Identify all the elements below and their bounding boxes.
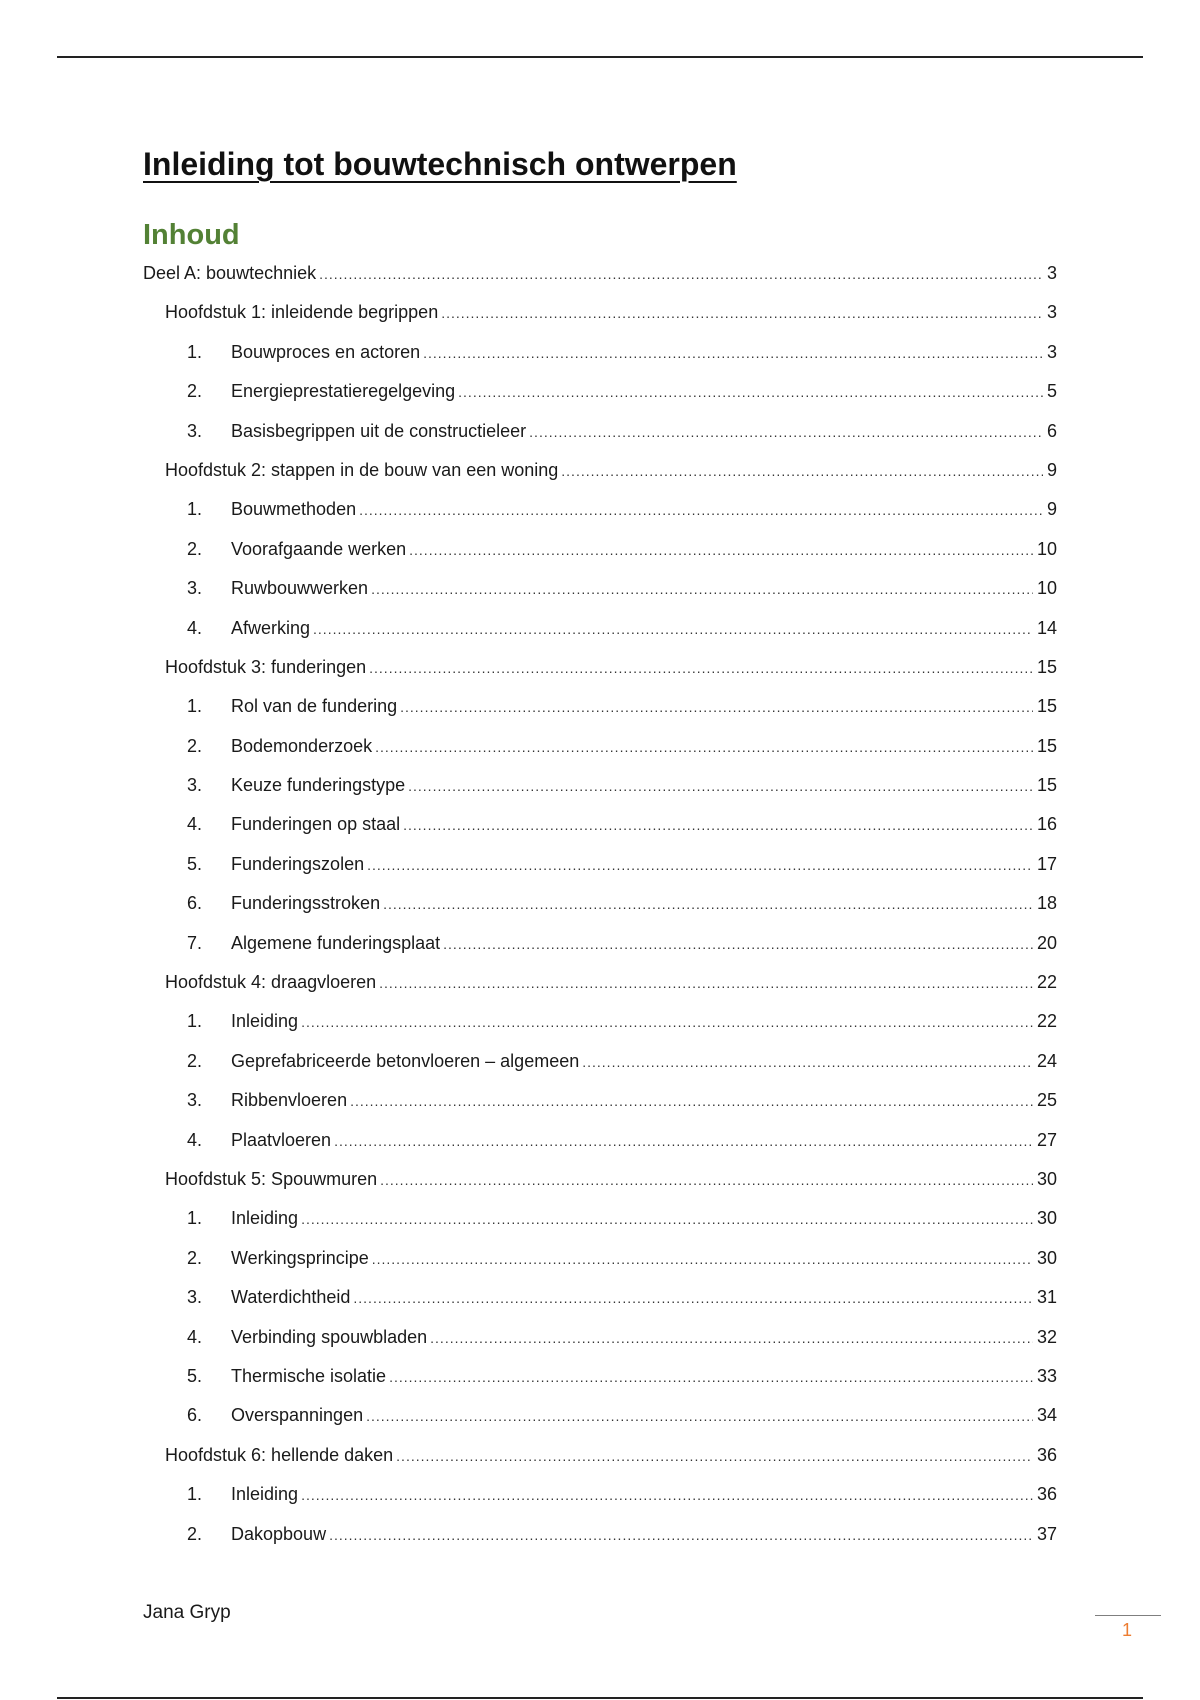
toc-entry[interactable] [143,573,1057,612]
toc-entry-text: Overspanningen [231,1405,364,1426]
toc-entry-page: 30 [1036,1247,1057,1268]
toc-entry-number: 1. [187,696,203,717]
toc-dot-leader [371,574,1033,604]
toc-entry-text: Basisbegrippen uit de constructieleer [231,420,527,441]
toc-entry-number: 1. [187,499,203,520]
toc-entry-page: 22 [1036,1011,1057,1032]
toc-entry[interactable] [143,1479,1057,1518]
toc-dot-leader [389,1362,1033,1392]
footer-rule [57,1697,1143,1699]
toc-entry-number: 2. [187,381,203,402]
toc-entry-page: 30 [1036,1168,1057,1189]
toc-entry[interactable] [143,416,1057,455]
toc-entry-page: 32 [1036,1326,1057,1347]
toc-entry-number: 5. [187,1365,203,1386]
toc-entry-page: 15 [1036,735,1057,756]
toc-entry[interactable] [143,613,1057,652]
toc-entry-number: 1. [187,341,203,362]
toc-entry-page: 9 [1046,499,1057,520]
toc-dot-leader [301,1007,1033,1037]
toc-dot-leader [366,1401,1033,1431]
toc-entry-number: 5. [187,853,203,874]
toc-entry-number: 1. [187,1011,203,1032]
toc-entry-page: 6 [1046,420,1057,441]
toc-entry-number: 2. [187,1523,203,1544]
toc-dot-leader [379,968,1033,998]
toc-entry-page: 3 [1046,302,1057,323]
toc-dot-leader [319,259,1043,289]
toc-entry[interactable] [143,770,1057,809]
toc-entry-number: 3. [187,775,203,796]
toc-entry-page: 31 [1036,1287,1057,1308]
toc-entry-page: 15 [1036,656,1057,677]
toc-dot-leader [372,1244,1033,1274]
toc-entry-page: 3 [1046,341,1057,362]
toc-entry-page: 16 [1036,814,1057,835]
toc-entry-text: Rol van de fundering [231,696,398,717]
toc-entry-number: 1. [187,1208,203,1229]
toc-entry-text: Afwerking [231,617,311,638]
toc-dot-leader [409,535,1033,565]
toc-dot-leader [380,1165,1033,1195]
toc-entry[interactable] [143,455,1057,494]
toc-dot-leader [367,850,1033,880]
toc-dot-leader [396,1441,1033,1471]
toc-entry-page: 3 [1046,263,1057,283]
toc-entry-number: 3. [187,1090,203,1111]
toc-entry-text: Funderingszolen [231,853,365,874]
toc-dot-leader [359,495,1043,525]
toc-entry-number: 4. [187,1129,203,1150]
toc-dot-leader [301,1480,1033,1510]
toc-entry-text: Deel A: bouwtechniek [143,263,317,283]
toc-entry-page: 17 [1036,853,1057,874]
toc-entry[interactable] [143,888,1057,927]
toc-entry-page: 27 [1036,1129,1057,1150]
toc-entry-text: Funderingen op staal [231,814,401,835]
toc-entry-page: 33 [1036,1365,1057,1386]
toc-dot-leader [369,653,1033,683]
toc-entry[interactable] [143,376,1057,415]
toc-entry-page: 15 [1036,696,1057,717]
toc-entry-text: Voorafgaande werken [231,538,407,559]
toc-entry-page: 5 [1046,381,1057,402]
toc-entry-page: 24 [1036,1050,1057,1071]
toc-entry[interactable] [143,1282,1057,1321]
toc-entry-text: Plaatvloeren [231,1129,332,1150]
toc-dot-leader [334,1126,1033,1156]
header-rule [57,56,1143,58]
toc-entry-text: Hoofdstuk 2: stappen in de bouw van een woning [165,459,559,480]
toc-entry-text: Hoofdstuk 4: draagvloeren [165,972,377,993]
toc-entry-text: Keuze funderingstype [231,775,406,796]
toc-entry[interactable] [143,652,1057,691]
toc-entry-number: 3. [187,420,203,441]
toc-dot-leader [313,614,1033,644]
toc-entry-text: Inleiding [231,1011,299,1032]
toc-entry-number: 2. [187,538,203,559]
footer-page-number: 1 [1122,1620,1133,1640]
toc-entry-text: Verbinding spouwbladen [231,1326,428,1347]
toc-entry-number: 3. [187,578,203,599]
toc-entry-number: 1. [187,1484,203,1505]
toc-dot-leader [458,377,1043,407]
toc-entry[interactable] [143,849,1057,888]
toc-entry-page: 30 [1036,1208,1057,1229]
document-title: Inleiding tot bouwtechnisch ontwerpen [143,146,737,182]
toc-entry-number: 6. [187,893,203,914]
toc-entry[interactable] [143,258,1057,297]
toc-entry-page: 9 [1046,459,1057,480]
toc-entry[interactable] [143,1400,1057,1439]
toc-entry[interactable] [143,1125,1057,1164]
table-of-contents [143,258,1057,1558]
toc-entry[interactable] [143,1322,1057,1361]
toc-dot-leader [350,1086,1033,1116]
toc-entry[interactable] [143,928,1057,967]
toc-entry-text: Hoofdstuk 5: Spouwmuren [165,1168,378,1189]
toc-entry[interactable] [143,1440,1057,1479]
toc-entry-text: Bouwproces en actoren [231,341,421,362]
toc-entry-number: 2. [187,1247,203,1268]
toc-entry[interactable] [143,691,1057,730]
toc-entry[interactable] [143,1243,1057,1282]
toc-entry-text: Dakopbouw [231,1523,327,1544]
toc-dot-leader [441,298,1043,328]
toc-entry-page: 36 [1036,1444,1057,1465]
toc-entry-text: Inleiding [231,1208,299,1229]
toc-entry[interactable] [143,1006,1057,1045]
toc-heading: Inhoud [143,219,240,251]
toc-entry-page: 34 [1036,1405,1057,1426]
toc-dot-leader [403,810,1033,840]
toc-dot-leader [383,889,1033,919]
toc-dot-leader [400,692,1033,722]
toc-entry-text: Inleiding [231,1484,299,1505]
toc-dot-leader [529,417,1043,447]
toc-entry-text: Funderingsstroken [231,893,381,914]
toc-entry[interactable] [143,297,1057,336]
toc-entry-text: Waterdichtheid [231,1287,351,1308]
toc-entry-number: 2. [187,735,203,756]
toc-entry-text: Thermische isolatie [231,1365,387,1386]
toc-entry-page: 36 [1036,1484,1057,1505]
toc-dot-leader [408,771,1033,801]
toc-entry-page: 37 [1036,1523,1057,1544]
toc-dot-leader [329,1520,1033,1550]
toc-entry-number: 6. [187,1405,203,1426]
toc-entry-page: 25 [1036,1090,1057,1111]
toc-entry-page: 10 [1036,578,1057,599]
toc-dot-leader [582,1047,1033,1077]
toc-entry[interactable] [143,1203,1057,1242]
toc-entry[interactable] [143,337,1057,376]
toc-entry[interactable] [143,967,1057,1006]
footer-page-rule [1095,1615,1161,1616]
toc-entry-text: Geprefabriceerde betonvloeren – algemeen [231,1050,580,1071]
toc-dot-leader [423,338,1043,368]
toc-entry-number: 4. [187,617,203,638]
toc-entry-text: Bodemonderzoek [231,735,373,756]
toc-entry-number: 7. [187,932,203,953]
toc-dot-leader [430,1323,1033,1353]
toc-entry[interactable] [143,1046,1057,1085]
toc-dot-leader [443,929,1033,959]
toc-entry-page: 18 [1036,893,1057,914]
toc-entry-number: 2. [187,1050,203,1071]
toc-dot-leader [375,732,1033,762]
toc-entry[interactable] [143,1519,1057,1558]
toc-entry[interactable] [143,1164,1057,1203]
toc-entry-text: Energieprestatieregelgeving [231,381,456,402]
toc-entry-text: Ribbenvloeren [231,1090,348,1111]
toc-entry-text: Algemene funderingsplaat [231,932,441,953]
footer-author: Jana Gryp [143,1602,231,1623]
toc-entry[interactable] [143,494,1057,533]
toc-dot-leader [353,1283,1033,1313]
toc-entry[interactable] [143,731,1057,770]
toc-entry-text: Hoofdstuk 6: hellende daken [165,1444,394,1465]
toc-entry-number: 3. [187,1287,203,1308]
toc-entry[interactable] [143,1361,1057,1400]
toc-entry-page: 15 [1036,775,1057,796]
toc-entry[interactable] [143,534,1057,573]
toc-dot-leader [301,1204,1033,1234]
toc-entry-text: Werkingsprincipe [231,1247,369,1268]
toc-entry[interactable] [143,1085,1057,1124]
toc-entry-page: 20 [1036,932,1057,953]
toc-entry-number: 4. [187,1326,203,1347]
toc-entry-number: 4. [187,814,203,835]
toc-entry-text: Hoofdstuk 3: funderingen [165,656,367,677]
toc-entry-text: Hoofdstuk 1: inleidende begrippen [165,302,439,323]
toc-entry-text: Ruwbouwwerken [231,578,369,599]
toc-entry-text: Bouwmethoden [231,499,357,520]
toc-entry-page: 22 [1036,972,1057,993]
toc-entry-page: 10 [1036,538,1057,559]
toc-dot-leader [561,456,1043,486]
toc-entry[interactable] [143,809,1057,848]
toc-entry-page: 14 [1036,617,1057,638]
